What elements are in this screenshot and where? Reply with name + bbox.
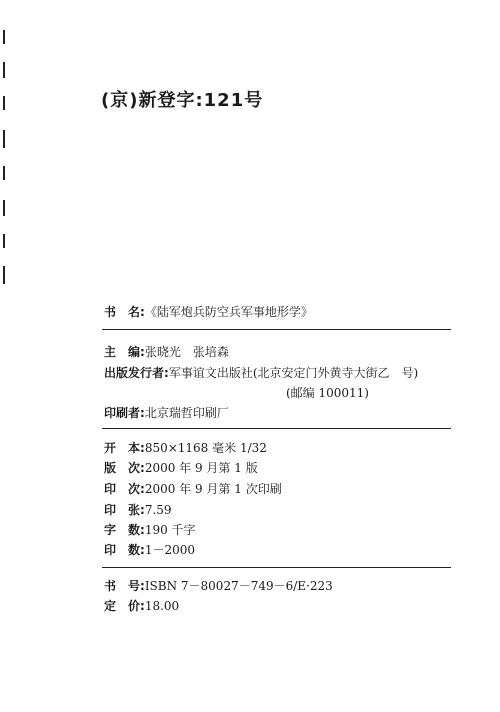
spec-row [104, 543, 195, 557]
spec-row [104, 441, 267, 455]
scan-edge-mark [3, 200, 5, 216]
spec-label: 印 张: [104, 503, 145, 517]
isbn-label: 书 号: [104, 579, 145, 593]
spec-row [104, 461, 258, 475]
registration-number: (京)新登字:121号 [101, 90, 264, 111]
publisher-label: 出版发行者: [104, 366, 169, 380]
spec-label: 印 数: [104, 543, 145, 557]
divider [102, 428, 451, 429]
publisher-row [104, 366, 418, 380]
scan-edge-mark [3, 130, 5, 148]
scan-edge-mark [3, 266, 5, 284]
spec-label: 字 数: [104, 523, 145, 537]
postcode: (邮编 100011) [286, 386, 369, 400]
spec-label: 印 次: [104, 482, 145, 496]
divider [102, 329, 451, 330]
scan-edge-mark [3, 62, 5, 78]
isbn-value: ISBN 7－80027－749－6/E·223 [144, 579, 333, 593]
scan-edge-mark [3, 234, 5, 248]
spec-value: 190 千字 [144, 523, 196, 537]
spec-label: 开 本: [104, 441, 145, 455]
price-value: 18.00 [144, 599, 180, 613]
scan-edge-mark [3, 166, 5, 180]
spec-row [104, 523, 196, 537]
divider [102, 567, 451, 568]
printer-row [104, 406, 229, 420]
spec-row [104, 503, 172, 517]
editor-names: 张晓光 张培森 [144, 345, 229, 359]
spec-row [104, 482, 282, 496]
spec-value: 2000 年 9 月第 1 次印刷 [144, 482, 282, 496]
spec-value: 850×1168 毫米 1/32 [144, 441, 267, 455]
isbn-row [104, 579, 333, 593]
spec-value: 1－2000 [144, 543, 195, 557]
spec-label: 版 次: [104, 461, 145, 475]
editor-row [104, 345, 229, 359]
book-title-row [104, 305, 313, 319]
postcode-row [286, 386, 369, 400]
spec-value: 7.59 [144, 503, 172, 517]
publisher-name: 军事谊文出版社(北京安定门外黄寺大街乙 号) [168, 366, 419, 380]
book-title: 《陆军炮兵防空兵军事地形学》 [144, 305, 313, 319]
printer-name: 北京瑞哲印刷厂 [144, 406, 229, 420]
price-row [104, 599, 179, 613]
editor-label: 主 编: [104, 345, 145, 359]
scan-edge-mark [3, 96, 5, 110]
printer-label: 印刷者: [104, 406, 145, 420]
spec-value: 2000 年 9 月第 1 版 [144, 461, 258, 475]
price-label: 定 价: [104, 599, 145, 613]
scan-edge-mark [3, 30, 5, 44]
book-title-label: 书 名: [104, 305, 145, 319]
